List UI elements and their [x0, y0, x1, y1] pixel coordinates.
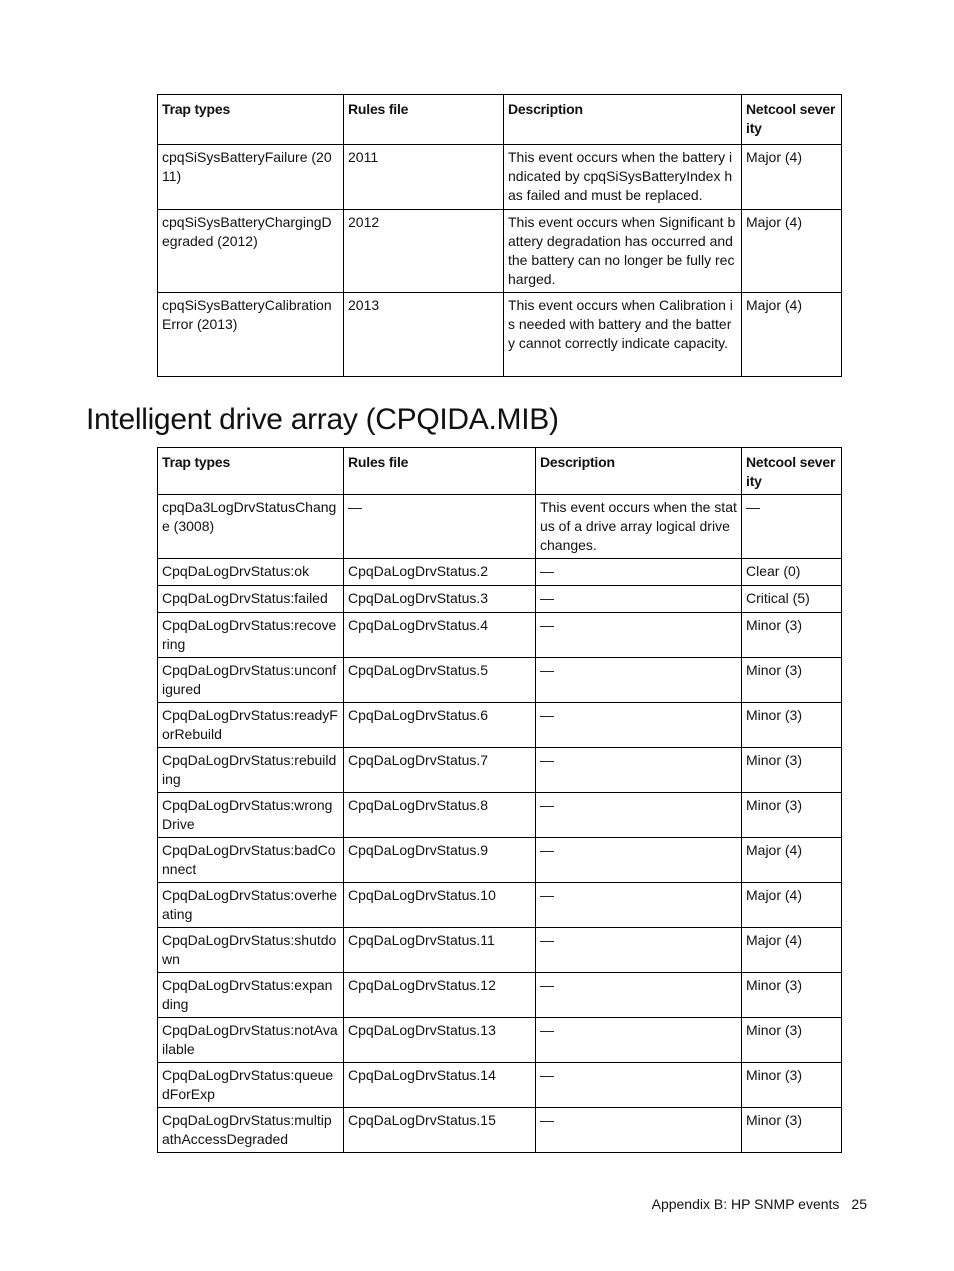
rules-file-cell: CpqDaLogDrvStatus.11 — [344, 928, 536, 973]
severity-cell: Minor (3) — [742, 793, 842, 838]
severity-cell: Critical (5) — [742, 586, 842, 613]
description-cell: — — [536, 748, 742, 793]
trap-type-cell: CpqDaLogDrvStatus:unconfigured — [158, 658, 344, 703]
rules-file-cell: CpqDaLogDrvStatus.3 — [344, 586, 536, 613]
table-row — [158, 145, 842, 210]
trap-type-cell: CpqDaLogDrvStatus:wrongDrive — [158, 793, 344, 838]
severity-cell: Minor (3) — [742, 1063, 842, 1108]
description-cell: This event occurs when Calibration is needed with battery and the battery cannot correctly indicate capacity. — [504, 293, 742, 377]
trap-type-cell: CpqDaLogDrvStatus:failed — [158, 586, 344, 613]
severity-cell: Major (4) — [742, 210, 842, 293]
table-header-row — [158, 95, 842, 145]
severity-cell: Major (4) — [742, 928, 842, 973]
rules-file-cell: CpqDaLogDrvStatus.12 — [344, 973, 536, 1018]
description-cell: — — [536, 928, 742, 973]
description-cell: — — [536, 793, 742, 838]
description-cell: — — [536, 658, 742, 703]
col-header-rules-file: Rules file — [344, 448, 536, 495]
description-cell: — — [536, 838, 742, 883]
drive-array-traps-table — [157, 447, 842, 1153]
severity-cell: Major (4) — [742, 883, 842, 928]
table-row — [158, 1018, 842, 1063]
col-header-trap-types: Trap types — [158, 95, 344, 145]
rules-file-cell: 2011 — [344, 145, 504, 210]
rules-file-cell: CpqDaLogDrvStatus.15 — [344, 1108, 536, 1153]
table-row — [158, 973, 842, 1018]
rules-file-cell: CpqDaLogDrvStatus.5 — [344, 658, 536, 703]
trap-type-cell: CpqDaLogDrvStatus:queuedForExp — [158, 1063, 344, 1108]
table-row — [158, 658, 842, 703]
trap-type-cell: cpqSiSysBatteryFailure (2011) — [158, 145, 344, 210]
page-footer — [652, 1195, 867, 1213]
rules-file-cell: CpqDaLogDrvStatus.14 — [344, 1063, 536, 1108]
severity-cell: Minor (3) — [742, 748, 842, 793]
trap-type-cell: CpqDaLogDrvStatus:rebuilding — [158, 748, 344, 793]
table-row — [158, 495, 842, 559]
trap-type-cell: CpqDaLogDrvStatus:ok — [158, 559, 344, 586]
description-cell: — — [536, 1018, 742, 1063]
table-row — [158, 586, 842, 613]
col-header-trap-types: Trap types — [158, 448, 344, 495]
description-cell: — — [536, 973, 742, 1018]
severity-cell: Major (4) — [742, 145, 842, 210]
table-row — [158, 1063, 842, 1108]
description-cell: — — [536, 586, 742, 613]
rules-file-cell: CpqDaLogDrvStatus.7 — [344, 748, 536, 793]
trap-type-cell: CpqDaLogDrvStatus:notAvailable — [158, 1018, 344, 1063]
severity-cell: Minor (3) — [742, 1018, 842, 1063]
severity-cell: — — [742, 495, 842, 559]
severity-cell: Clear (0) — [742, 559, 842, 586]
section-heading: Intelligent drive array (CPQIDA.MIB) — [86, 403, 559, 436]
trap-type-cell: CpqDaLogDrvStatus:shutdown — [158, 928, 344, 973]
col-header-rules-file: Rules file — [344, 95, 504, 145]
table-row — [158, 210, 842, 293]
description-cell: — — [536, 1108, 742, 1153]
trap-type-cell: cpqSiSysBatteryCalibrationError (2013) — [158, 293, 344, 377]
table-row — [158, 559, 842, 586]
description-cell: — — [536, 1063, 742, 1108]
rules-file-cell: CpqDaLogDrvStatus.6 — [344, 703, 536, 748]
col-header-netcool-severity: Netcool severity — [742, 448, 842, 495]
severity-cell: Major (4) — [742, 293, 842, 377]
trap-type-cell: CpqDaLogDrvStatus:multipathAccessDegraded — [158, 1108, 344, 1153]
table-row — [158, 793, 842, 838]
severity-cell: Minor (3) — [742, 703, 842, 748]
table-row — [158, 613, 842, 658]
trap-type-cell: cpqDa3LogDrvStatusChange (3008) — [158, 495, 344, 559]
severity-cell: Major (4) — [742, 838, 842, 883]
page-number: 25 — [851, 1196, 867, 1212]
table-row — [158, 703, 842, 748]
rules-file-cell: 2013 — [344, 293, 504, 377]
trap-type-cell: CpqDaLogDrvStatus:overheating — [158, 883, 344, 928]
col-header-description: Description — [504, 95, 742, 145]
col-header-netcool-severity: Netcool severity — [742, 95, 842, 145]
table-row — [158, 883, 842, 928]
trap-type-cell: CpqDaLogDrvStatus:badConnect — [158, 838, 344, 883]
rules-file-cell: CpqDaLogDrvStatus.8 — [344, 793, 536, 838]
table-header-row — [158, 448, 842, 495]
rules-file-cell: — — [344, 495, 536, 559]
description-cell: This event occurs when Significant battery degradation has occurred and the battery can no longer be fully recharged. — [504, 210, 742, 293]
trap-type-cell: CpqDaLogDrvStatus:readyForRebuild — [158, 703, 344, 748]
description-cell: This event occurs when the battery indicated by cpqSiSysBatteryIndex has failed and must be replaced. — [504, 145, 742, 210]
severity-cell: Minor (3) — [742, 973, 842, 1018]
table-row — [158, 928, 842, 973]
description-cell: — — [536, 613, 742, 658]
table-row — [158, 1108, 842, 1153]
table-row — [158, 293, 842, 377]
severity-cell: Minor (3) — [742, 613, 842, 658]
severity-cell: Minor (3) — [742, 1108, 842, 1153]
description-cell: — — [536, 883, 742, 928]
description-cell: — — [536, 559, 742, 586]
table-row — [158, 838, 842, 883]
severity-cell: Minor (3) — [742, 658, 842, 703]
rules-file-cell: CpqDaLogDrvStatus.4 — [344, 613, 536, 658]
footer-text: Appendix B: HP SNMP events — [651, 1196, 840, 1212]
rules-file-cell: CpqDaLogDrvStatus.9 — [344, 838, 536, 883]
rules-file-cell: CpqDaLogDrvStatus.10 — [344, 883, 536, 928]
description-cell: This event occurs when the status of a drive array logical drive changes. — [536, 495, 742, 559]
description-cell: — — [536, 703, 742, 748]
col-header-description: Description — [536, 448, 742, 495]
trap-type-cell: CpqDaLogDrvStatus:recovering — [158, 613, 344, 658]
trap-type-cell: cpqSiSysBatteryChargingDegraded (2012) — [158, 210, 344, 293]
rules-file-cell: CpqDaLogDrvStatus.13 — [344, 1018, 536, 1063]
rules-file-cell: CpqDaLogDrvStatus.2 — [344, 559, 536, 586]
rules-file-cell: 2012 — [344, 210, 504, 293]
battery-traps-table — [157, 94, 842, 377]
table-row — [158, 748, 842, 793]
trap-type-cell: CpqDaLogDrvStatus:expanding — [158, 973, 344, 1018]
